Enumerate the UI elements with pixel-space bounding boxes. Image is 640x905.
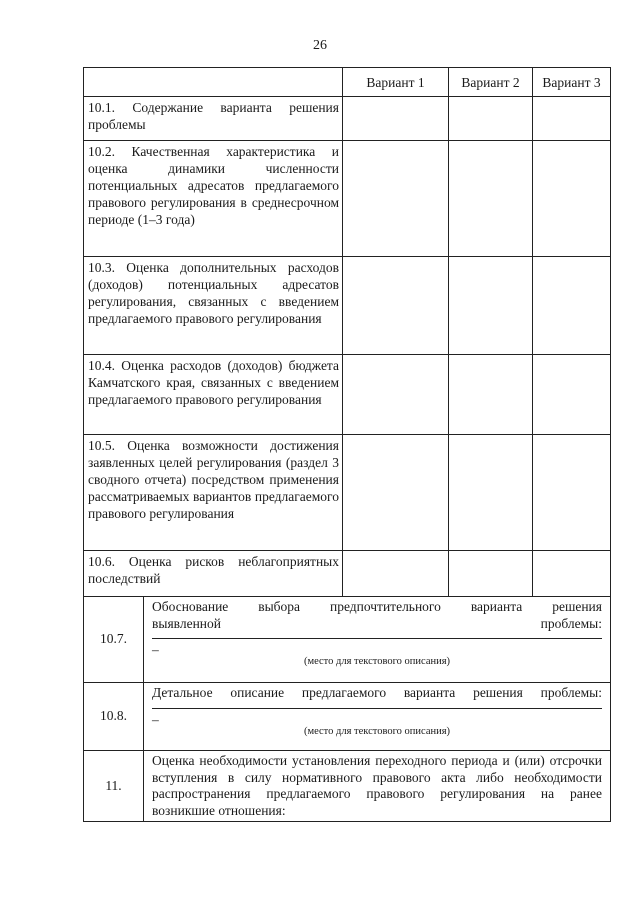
header-empty-cell xyxy=(84,68,343,97)
section-number: 10.8. xyxy=(84,683,144,751)
cell-variant-2[interactable] xyxy=(449,257,533,355)
row-label-10-2: 10.2. Качественная характеристика и оценка динамики численности потенциальных адресатов предлагаемого правового регулирования в среднесрочном периоде (1–3 года) xyxy=(84,141,343,257)
cell-variant-2[interactable] xyxy=(449,435,533,551)
cell-variant-2[interactable] xyxy=(449,355,533,435)
cell-variant-3[interactable] xyxy=(533,435,611,551)
cell-variant-1[interactable] xyxy=(343,257,449,355)
sections-block xyxy=(83,596,610,822)
section-row-10-8 xyxy=(84,683,611,751)
row-label-10-1: 10.1. Содержание варианта решения проблемы xyxy=(84,97,343,141)
section-heading-line-2: выявленной проблемы: xyxy=(152,615,602,631)
options-comparison-table xyxy=(83,67,611,597)
table-row xyxy=(84,355,611,435)
placeholder-hint: (место для текстового описания) xyxy=(303,656,451,667)
section-row-11 xyxy=(84,751,611,822)
cell-variant-1[interactable] xyxy=(343,551,449,597)
row-label-10-6: 10.6. Оценка рисков неблагоприятных последствий xyxy=(84,551,343,597)
section-content xyxy=(144,683,611,751)
table-row xyxy=(84,97,611,141)
cell-variant-1[interactable] xyxy=(343,141,449,257)
cell-variant-1[interactable] xyxy=(343,97,449,141)
header-variant-2: Вариант 2 xyxy=(449,68,533,97)
cell-variant-3[interactable] xyxy=(533,141,611,257)
cell-variant-3[interactable] xyxy=(533,551,611,597)
cell-variant-1[interactable] xyxy=(343,435,449,551)
table-header-row xyxy=(84,68,611,97)
cell-variant-2[interactable] xyxy=(449,551,533,597)
table-row xyxy=(84,257,611,355)
header-variant-3: Вариант 3 xyxy=(533,68,611,97)
cell-variant-3[interactable] xyxy=(533,97,611,141)
section-number: 10.7. xyxy=(84,597,144,683)
section-number: 11. xyxy=(84,751,144,822)
sections-table xyxy=(83,596,611,822)
cell-variant-3[interactable] xyxy=(533,355,611,435)
section-heading-line-1: Детальное описание предлагаемого варианта решения проблемы: xyxy=(152,685,602,700)
header-variant-1: Вариант 1 xyxy=(343,68,449,97)
section-row-10-7 xyxy=(84,597,611,683)
section-heading-line-1: Обоснование выбора предпочтительного варианта решения xyxy=(152,599,602,614)
cell-variant-1[interactable] xyxy=(343,355,449,435)
table-row xyxy=(84,551,611,597)
row-label-10-4: 10.4. Оценка расходов (доходов) бюджета Камчатского края, связанных с введением предлагаемого правового регулирования xyxy=(84,355,343,435)
section-content xyxy=(144,597,611,683)
row-label-10-3: 10.3. Оценка дополнительных расходов (доходов) потенциальных адресатов регулирования, связанных с введением предлагаемого правового регулирования xyxy=(84,257,343,355)
cell-variant-2[interactable] xyxy=(449,141,533,257)
text-entry-line[interactable] xyxy=(152,638,602,639)
placeholder-hint: (место для текстового описания) xyxy=(303,725,451,737)
cell-variant-3[interactable] xyxy=(533,257,611,355)
dash-marker: – xyxy=(152,711,159,727)
section-text: Оценка необходимости установления переходного периода и (или) отсрочки вступления в силу нормативного правового акта либо необходимости распространения предлагаемого правового регулирования на ранее возникшие отношения: xyxy=(152,753,602,818)
page-number: 26 xyxy=(313,38,327,53)
row-label-10-5: 10.5. Оценка возможности достижения заявленных целей регулирования (раздел 3 сводного отчета) посредством применения рассматриваемых вариантов предлагаемого правового регулирования xyxy=(84,435,343,551)
table-row xyxy=(84,435,611,551)
table-row xyxy=(84,141,611,257)
cell-variant-2[interactable] xyxy=(449,97,533,141)
section-content xyxy=(144,751,611,822)
dash-marker: – xyxy=(152,642,159,657)
text-entry-line[interactable] xyxy=(152,708,602,709)
